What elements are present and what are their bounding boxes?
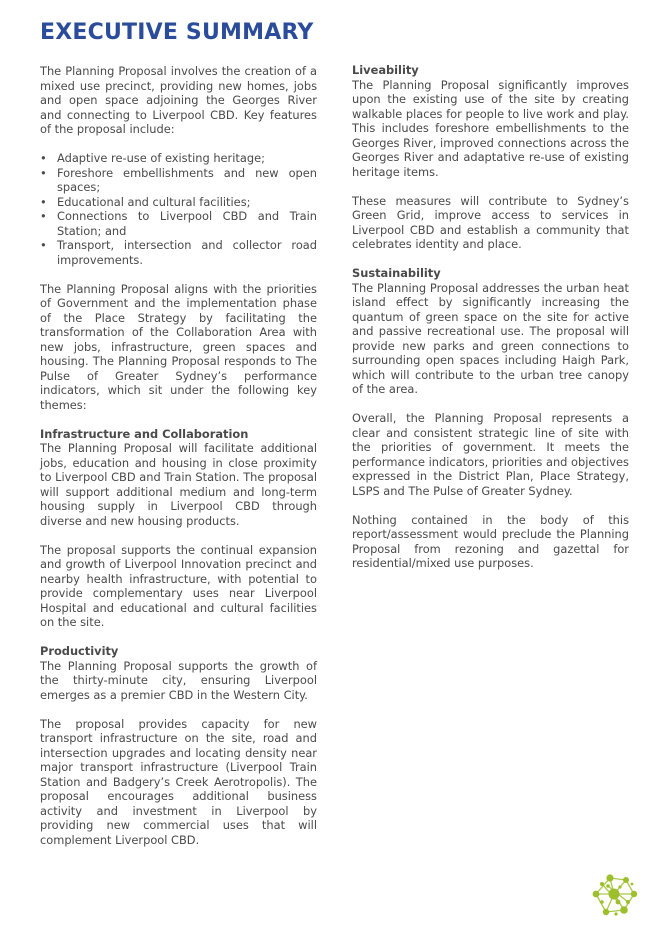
- liveability-paragraph-1: The Planning Proposal significantly improves upon the existing use of the site by creating walkable places for people to live work and play. This includes foreshore embellishments to the Georges River, improved connections across the Georges River and adaptative re-use of existing heritage items.: [352, 77, 629, 179]
- closing-paragraph: Nothing contained in the body of this report/assessment would preclude the Planning Proposal from rezoning and gazettal for residential/mixed use purposes.: [352, 512, 629, 570]
- infrastructure-heading: Infrastructure and Collaboration: [40, 426, 249, 441]
- sustainability-paragraph: The Planning Proposal addresses the urban heat island effect by significantly increasing the quantum of green space on the site for active and passive recreational use. The proposal will provide new parks and green connections to surrounding open spaces including Haigh Park, which will contribute to the urban tree canopy of the area.: [352, 280, 629, 396]
- list-item: • Connections to Liverpool CBD and Train Station; and: [40, 209, 317, 238]
- list-item: • Adaptive re-use of existing heritage;: [40, 151, 317, 166]
- liveability-paragraph-2: These measures will contribute to Sydney’s Green Grid, improve access to services in Liverpool CBD and establish a community that celebrates identity and place.: [352, 193, 629, 251]
- page-title: EXECUTIVE SUMMARY: [40, 20, 314, 45]
- alignment-paragraph: The Planning Proposal aligns with the priorities of Government and the implementation phase of the Place Strategy by facilitating the transformation of the Collaboration Area with new jobs, infrastructure, green spaces and housing. The Planning Proposal responds to The Pulse of Greater Sydney’s performance indicators, which sit under the following key themes:: [40, 281, 317, 412]
- overall-paragraph: Overall, the Planning Proposal represents a clear and consistent strategic line of site with the priorities of government. It meets the performance indicators, priorities and objectives expressed in the District Plan, Place Strategy, LSPS and The Pulse of Greater Sydney.: [352, 411, 629, 498]
- green-network-logo-icon: [588, 868, 640, 920]
- infrastructure-paragraph-1: The Planning Proposal will facilitate additional jobs, education and housing in close proximity to Liverpool CBD and Train Station. The proposal will support additional medium and long-term housing supply in Liverpool CBD through diverse and new housing products.: [40, 441, 317, 528]
- left-column: [40, 63, 317, 862]
- list-item: • Educational and cultural facilities;: [40, 195, 317, 210]
- right-column: [352, 63, 629, 585]
- productivity-paragraph-1: The Planning Proposal supports the growth of the thirty-minute city, ensuring Liverpool emerges as a premier CBD in the Western City.: [40, 658, 317, 702]
- list-item: • Foreshore embellishments and new open spaces;: [40, 166, 317, 195]
- productivity-paragraph-2: The proposal provides capacity for new transport infrastructure on the site, road and intersection upgrades and locating density near major transport infrastructure (Liverpool Train Station and Badgery’s Creek Aerotropolis). The proposal encourages additional business activity and investment in Liverpool by providing new commercial uses that will complement Liverpool CBD.: [40, 716, 317, 847]
- key-features-list: [40, 151, 317, 267]
- productivity-heading: Productivity: [40, 644, 119, 658]
- liveability-heading: Liveability: [352, 63, 419, 77]
- infrastructure-paragraph-2: The proposal supports the continual expansion and growth of Liverpool Innovation precinct and nearby health infrastructure, with potential to provide complementary uses near Liverpool Hospital and educational and cultural facilities on the site.: [40, 542, 317, 629]
- sustainability-heading: Sustainability: [352, 266, 441, 280]
- intro-paragraph: The Planning Proposal involves the creation of a mixed use precinct, providing new homes, jobs and open space adjoining the Georges River and connecting to Liverpool CBD. Key features of the proposal include:: [40, 64, 317, 136]
- list-item: • Transport, intersection and collector road improvements.: [40, 238, 317, 267]
